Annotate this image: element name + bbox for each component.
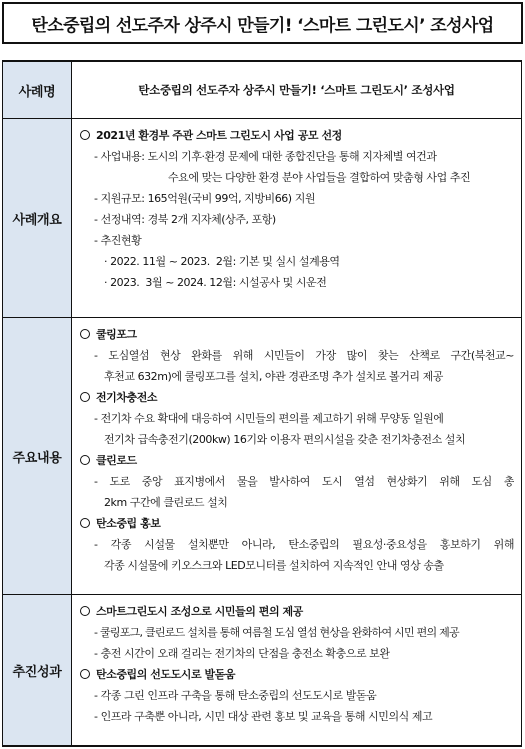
circle-bullet-icon: [80, 669, 90, 679]
case-name-value: 탄소중립의 선도주자 상주시 만들기! ‘스마트 그린도시’ 조성사업: [72, 61, 522, 119]
circle-bullet-icon: [80, 392, 90, 402]
row-label-main-content: 주요내용: [3, 318, 72, 595]
list-item: - 각종 그린 인프라 구축을 통해 탄소중립의 선도도시로 발돋움: [94, 689, 377, 702]
list-item-continuation: 후천교 632m)에 쿨링포그를 설치, 야관 경관조명 추가 설치로 볼거리 제공: [104, 370, 443, 383]
list-item: - 사업내용: 도시의 기후·환경 문제에 대한 종합진단을 통해 지자체별 여건과: [94, 150, 437, 163]
list-item: - 각종 시설물 설치뿐만 아니라, 탄소중립의 필요성·중요성을 홍보하기 위해: [94, 538, 514, 551]
section-heading-leading-city: 탄소중립의 선도도시로 발돋움: [80, 664, 514, 685]
list-item-continuation: 수요에 맞는 다양한 환경 분야 사업들을 결합하여 맞춤형 사업 추진: [168, 171, 471, 184]
list-item: - 추진현황: [94, 234, 142, 247]
list-item: - 지원규모: 165억원(국비 99억, 지방비66) 지원: [94, 192, 316, 205]
overview-heading: 2021년 환경부 주관 스마트 그린도시 사업 공모 선정: [80, 125, 514, 146]
list-item: - 선정내역: 경북 2개 지자체(상주, 포항): [94, 213, 276, 226]
main-content: [72, 318, 522, 595]
circle-bullet-icon: [80, 606, 90, 616]
list-item: - 쿨링포그, 클린로드 설치를 통해 여름철 도심 열섬 현상을 완화하여 시민 편의 제공: [94, 626, 459, 639]
section-heading-promotion: 탄소중립 홍보: [80, 513, 514, 534]
list-item: - 충전 시간이 오래 걸리는 전기차의 단점을 충전소 확충으로 보완: [94, 647, 390, 660]
results-content: [72, 595, 522, 747]
list-item: - 전기차 수요 확대에 대응하여 시민들의 편의를 제고하기 위해 무양동 일원에: [94, 412, 444, 425]
row-label-case-name: 사례명: [3, 61, 72, 119]
list-item-continuation: 각종 시설물에 키오스크와 LED모니터를 설치하여 지속적인 안내 영상 송출: [104, 559, 444, 572]
section-heading-citizen-convenience: 스마트그린도시 조성으로 시민들의 편의 제공: [80, 601, 514, 622]
list-item-continuation: 2km 구간에 클린로드 설치: [104, 496, 228, 509]
circle-bullet-icon: [80, 329, 90, 339]
table-row-overview: [3, 119, 522, 318]
list-item: - 도로 중앙 표지병에서 물을 발사하여 도시 열섬 현상화기 위해 도심 총: [94, 475, 514, 488]
schedule-item: · 2023. 3월 ~ 2024. 12월: 시설공사 및 시운전: [104, 276, 327, 289]
list-item-continuation: 전기차 급속충전기(200kw) 16기와 이용자 편의시설을 갖춘 전기차충전소 설치: [104, 433, 466, 446]
table-row-main-content: [3, 318, 522, 595]
circle-bullet-icon: [80, 518, 90, 528]
circle-bullet-icon: [80, 130, 90, 140]
page-title: 탄소중립의 선도주자 상주시 만들기! ‘스마트 그린도시’ 조성사업: [2, 2, 523, 44]
row-label-results: 추진성과: [3, 595, 72, 747]
section-heading-cooling-fog: 쿨링포그: [80, 324, 514, 345]
row-label-overview: 사례개요: [3, 119, 72, 318]
table-row-case-name: [3, 61, 522, 119]
table-row-results: [3, 595, 522, 747]
circle-bullet-icon: [80, 455, 90, 465]
case-table: [2, 60, 522, 747]
list-item: - 인프라 구축뿐 아니라, 시민 대상 관련 홍보 및 교육을 통해 시민의식 제고: [94, 710, 433, 723]
section-heading-clean-road: 클린로드: [80, 450, 514, 471]
overview-content: [72, 119, 522, 318]
section-heading-ev-charging: 전기차충전소: [80, 387, 514, 408]
schedule-item: · 2022. 11월 ~ 2023. 2월: 기본 및 실시 설계용역: [104, 255, 340, 268]
list-item: - 도심열섬 현상 완화를 위해 시민들이 가장 많이 찾는 산책로 구간(북천교~: [94, 349, 514, 362]
